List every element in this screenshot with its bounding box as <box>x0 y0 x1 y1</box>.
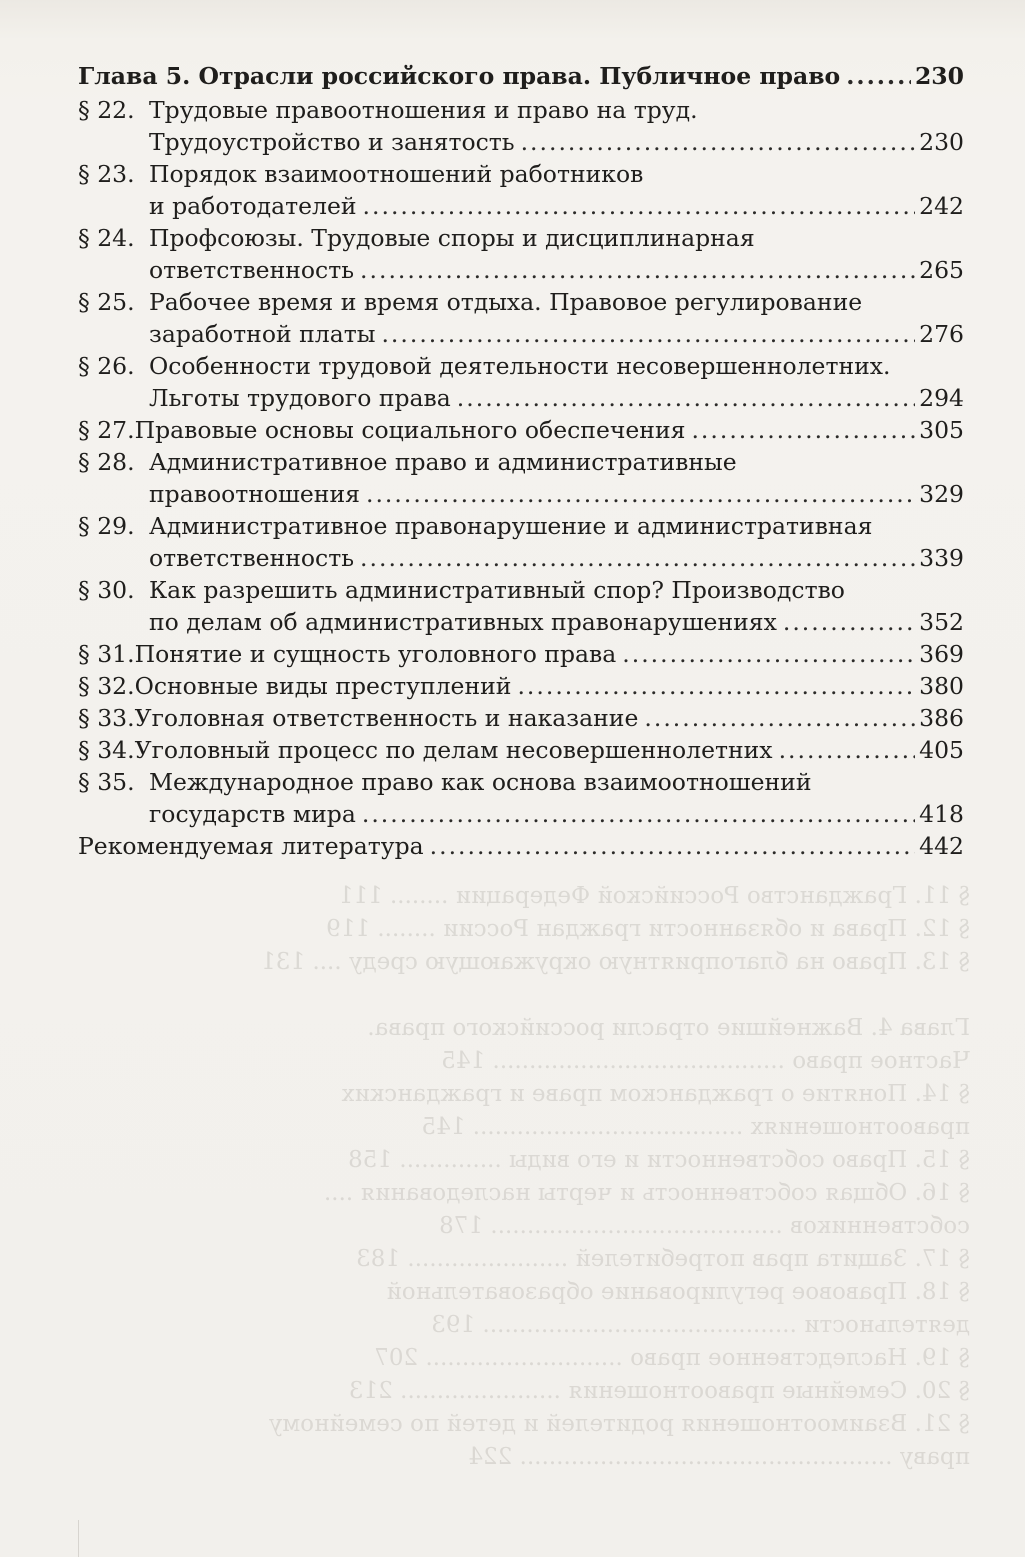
section-title-text: государств мира <box>149 800 356 828</box>
toc-entry <box>78 446 964 510</box>
toc-entry-final-line <box>78 670 964 702</box>
toc-entry-line <box>78 350 964 382</box>
section-page-number: 305 <box>919 416 964 444</box>
toc-entry-final-line <box>78 318 964 350</box>
toc-entry-line <box>78 446 964 478</box>
section-title-text: по делам об административных правонарушениях <box>149 608 777 636</box>
toc-entry-final-line <box>78 702 964 734</box>
toc-entry <box>78 734 964 766</box>
section-title-text: Административное право и административные <box>149 448 737 476</box>
section-title-text: Основные виды преступлений <box>134 672 512 700</box>
section-page-number: 352 <box>919 608 964 636</box>
dot-leader <box>644 702 915 734</box>
toc-entry <box>78 638 964 670</box>
dot-leader <box>691 414 915 446</box>
toc-entry-final-line <box>78 126 964 158</box>
literature-title: Рекомендуемая литература <box>78 832 424 860</box>
section-title-text: Административное правонарушение и административная <box>149 512 873 540</box>
section-page-number: 339 <box>919 544 964 572</box>
dot-leader <box>846 60 911 92</box>
section-number: § 27. <box>78 416 135 444</box>
toc-entry <box>78 158 964 222</box>
dot-leader <box>622 638 915 670</box>
toc-entry-final-line <box>78 638 964 670</box>
toc-entry-final-line <box>78 734 964 766</box>
chapter-heading <box>78 60 964 92</box>
dot-leader <box>521 126 916 158</box>
section-number: § 31. <box>78 640 135 668</box>
section-page-number: 276 <box>919 320 964 348</box>
toc-entry-line <box>78 158 964 190</box>
toc-entry-line <box>78 286 964 318</box>
section-title-text: Рабочее время и время отдыха. Правовое регулирование <box>149 288 863 316</box>
toc-entry-final-line <box>78 478 964 510</box>
section-page-number: 242 <box>919 192 964 220</box>
dot-leader <box>360 254 915 286</box>
toc-entry <box>78 510 964 574</box>
section-title-text: Международное право как основа взаимоотношений <box>149 768 812 796</box>
toc-entry <box>78 702 964 734</box>
toc-entry <box>78 670 964 702</box>
section-page-number: 265 <box>919 256 964 284</box>
dot-leader <box>362 798 915 830</box>
section-number: § 30. <box>78 576 135 604</box>
section-title-text: ответственность <box>149 544 355 572</box>
section-title-text: Особенности трудовой деятельности несовершеннолетних. <box>149 352 891 380</box>
dot-leader <box>517 670 915 702</box>
dot-leader <box>779 734 916 766</box>
toc-entry <box>78 286 964 350</box>
section-number: § 32. <box>78 672 135 700</box>
dot-leader <box>783 606 915 638</box>
section-title-text: Трудоустройство и занятость <box>149 128 515 156</box>
chapter-title: Глава 5. Отрасли российского права. Публичное право <box>78 62 841 90</box>
dot-leader <box>363 190 916 222</box>
bleed-through-decoration: § 11. Гражданство Российской Федерации ........ 111 § 12. Права и обязанности граждан России ........ 119 § 13. Право на благоприятную окружающую среду .... 131 Глава 4. Важнейшие отрасли российского права. Частное право ........................................ 145 § 14. Понятие о гражданском праве и гражданских правоотношениях ..................................... 145 § 15. Право собственности и его виды .............. 158 § 16. Общая собственность и черты наследования .... собственников ........................................ 178 § 17. Защита прав потребителей ...................... 183 § 18. Правовое регулирование образовательной деятельности ........................................... 193 § 19. Наследственное право ........................... 207 § 20. Семейные правоотношения ...................... 213 § 21. Взаимоотношения родителей и детей по семейному праву ................................................... 224 <box>261 883 970 1470</box>
toc-entry-final-line <box>78 542 964 574</box>
section-title-text: Понятие и сущность уголовного права <box>134 640 617 668</box>
toc-entry-final-line <box>78 382 964 414</box>
section-page-number: 329 <box>919 480 964 508</box>
chapter-page-number: 230 <box>914 62 964 90</box>
section-title-text: Профсоюзы. Трудовые споры и дисциплинарная <box>149 224 755 252</box>
section-page-number: 380 <box>919 672 964 700</box>
section-title-text: заработной платы <box>149 320 376 348</box>
toc-entry-final-line <box>78 414 964 446</box>
section-number: § 25. <box>78 288 135 316</box>
section-number: § 23. <box>78 160 135 188</box>
toc-entry-final-line <box>78 190 964 222</box>
literature-entry <box>78 830 964 862</box>
section-title-text: ответственность <box>149 256 355 284</box>
toc-entry <box>78 766 964 830</box>
toc-entry <box>78 94 964 158</box>
dot-leader <box>457 382 915 414</box>
dot-leader <box>366 478 915 510</box>
section-page-number: 418 <box>919 800 964 828</box>
section-number: § 35. <box>78 768 135 796</box>
section-title-text: Правовые основы социального обеспечения <box>134 416 686 444</box>
section-title-text: Льготы трудового права <box>149 384 451 412</box>
section-page-number: 405 <box>919 736 964 764</box>
section-page-number: 369 <box>919 640 964 668</box>
section-title-text: Уголовная ответственность и наказание <box>134 704 639 732</box>
toc-entry-line <box>78 222 964 254</box>
toc-entry <box>78 222 964 286</box>
section-number: § 28. <box>78 448 135 476</box>
section-title-text: Трудовые правоотношения и право на труд. <box>149 96 698 124</box>
section-number: § 29. <box>78 512 135 540</box>
section-number: § 24. <box>78 224 135 252</box>
section-number: § 26. <box>78 352 135 380</box>
section-title-text: Как разрешить административный спор? Производство <box>149 576 845 604</box>
table-of-contents <box>78 60 964 862</box>
section-title-text: и работодателей <box>149 192 357 220</box>
toc-entry-line <box>78 766 964 798</box>
section-title-text: правоотношения <box>149 480 360 508</box>
toc-entry-line <box>78 94 964 126</box>
toc-entry-line <box>78 510 964 542</box>
section-number: § 34. <box>78 736 135 764</box>
section-page-number: 294 <box>919 384 964 412</box>
page-edge-shadow <box>78 1520 99 1557</box>
dot-leader <box>430 830 916 862</box>
dot-leader <box>381 318 915 350</box>
section-page-number: 386 <box>919 704 964 732</box>
toc-entry <box>78 414 964 446</box>
toc-entry-final-line <box>78 798 964 830</box>
section-number: § 22. <box>78 96 135 124</box>
toc-entry <box>78 350 964 414</box>
toc-entries-list <box>78 94 964 830</box>
toc-entry-final-line <box>78 606 964 638</box>
literature-page-number: 442 <box>919 832 964 860</box>
toc-entry <box>78 574 964 638</box>
section-number: § 33. <box>78 704 135 732</box>
dot-leader <box>360 542 915 574</box>
section-title-text: Уголовный процесс по делам несовершеннолетних <box>134 736 773 764</box>
toc-entry-final-line <box>78 254 964 286</box>
section-title-text: Порядок взаимоотношений работников <box>149 160 644 188</box>
toc-entry-line <box>78 574 964 606</box>
section-page-number: 230 <box>919 128 964 156</box>
